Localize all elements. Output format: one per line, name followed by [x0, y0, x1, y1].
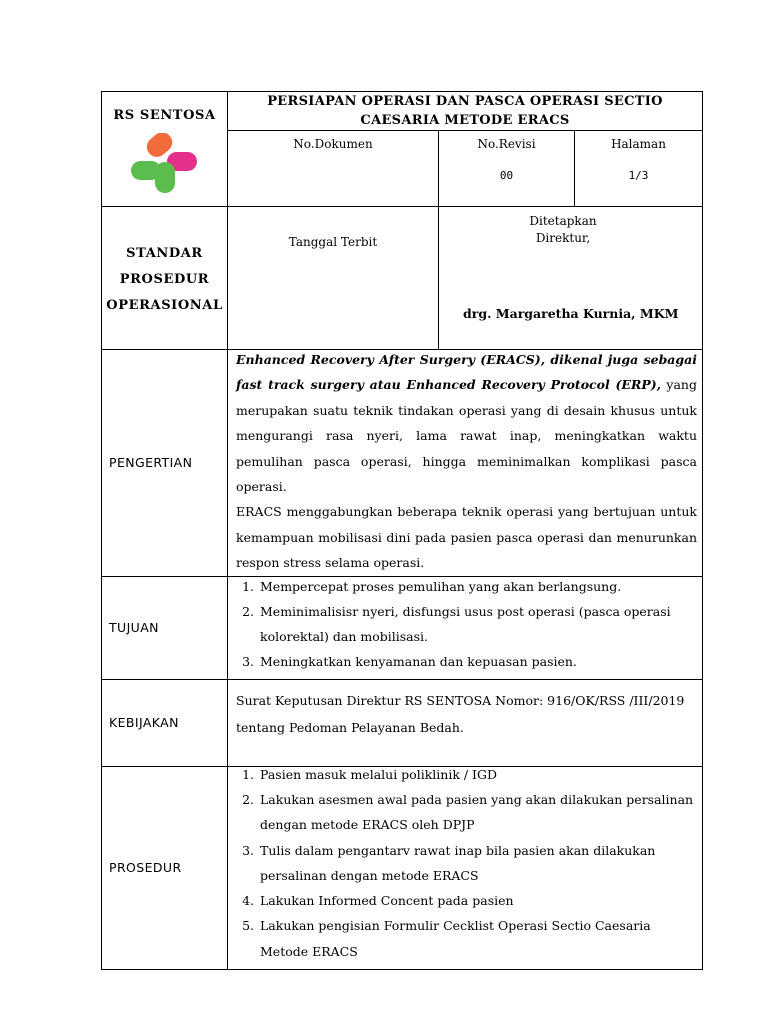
hospital-cell	[102, 92, 228, 207]
hospital-logo	[128, 133, 202, 195]
approval-cell	[439, 207, 703, 350]
list-item: 2. Meminimalisisr nyeri, disfungsi usus post operasi (pasca operasi kolorektal) dan mobilisasi.	[258, 599, 697, 649]
sop-label-line1: STANDAR	[126, 246, 203, 261]
ditetapkan-label: Ditetapkan	[529, 214, 597, 228]
tujuan-label: TUJUAN	[102, 576, 228, 679]
list-item: 5. Lakukan pengisian Formulir Cecklist Operasi Sectio Caesaria Metode ERACS	[258, 913, 697, 964]
pengertian-paragraph-1	[236, 347, 697, 499]
no-revisi-label: No.Revisi	[477, 137, 536, 151]
list-item: 4. Lakukan Informed Concent pada pasien	[258, 888, 697, 913]
no-revisi-cell	[439, 131, 575, 207]
prosedur-list	[236, 762, 697, 964]
tanggal-terbit-label: Tanggal Terbit	[288, 235, 378, 249]
no-dokumen-label: No.Dokumen	[293, 137, 373, 151]
pengertian-label: PENGERTIAN	[102, 350, 228, 577]
kebijakan-label: KEBIJAKAN	[102, 679, 228, 766]
list-item: 3. Tulis dalam pengantarv rawat inap bila pasien akan dilakukan persalinan dengan metode ERACS	[258, 838, 697, 889]
pengertian-paragraph-2: ERACS menggabungkan beberapa teknik operasi yang bertujuan untuk kemampuan mobilisasi dini pada pasien pasca operasi dan menurunkan respon stress selama operasi.	[236, 504, 697, 571]
no-dokumen-value	[228, 151, 438, 169]
sop-label-line2: PROSEDUR	[119, 272, 210, 287]
list-item: 3. Meningkatkan kenyamanan dan kepuasan pasien.	[258, 649, 697, 674]
sop-label-line3: OPERASIONAL	[106, 298, 223, 313]
tanggal-terbit-cell	[228, 207, 439, 350]
list-item: 2. Lakukan asesmen awal pada pasien yang akan dilakukan persalinan dengan metode ERACS oleh DPJP	[258, 787, 697, 838]
pengertian-text-1: yang merupakan suatu teknik tindakan operasi yang di desain khusus untuk mengurangi rasa nyeri, lama rawat inap, meningkatkan waktu pemulihan pasca operasi, hingga meminimalkan komplikasi pasca operasi.	[236, 377, 697, 495]
tujuan-list	[236, 574, 697, 674]
hospital-name: RS SENTOSA	[113, 108, 216, 123]
no-dokumen-cell	[228, 131, 439, 207]
prosedur-label: PROSEDUR	[102, 766, 228, 969]
halaman-value: 1/3	[628, 169, 649, 182]
prosedur-body	[228, 766, 703, 969]
list-item: 1. Mempercepat proses pemulihan yang akan berlangsung.	[258, 574, 697, 599]
document-title: PERSIAPAN OPERASI DAN PASCA OPERASI SECTIO CAESARIA METODE ERACS	[267, 94, 663, 128]
pengertian-intro: Enhanced Recovery After Surgery (ERACS), dikenal juga sebagai fast track surgery atau Enhanced Recovery Protocol (ERP),	[236, 352, 697, 393]
halaman-cell	[575, 131, 703, 207]
kebijakan-body: Surat Keputusan Direktur RS SENTOSA Nomor: 916/OK/RSS /III/2019 tentang Pedoman Pelayanan Bedah.	[228, 679, 703, 766]
logo-green-vertical	[155, 162, 175, 193]
halaman-label: Halaman	[611, 137, 666, 151]
tujuan-body	[228, 576, 703, 679]
sop-document	[101, 91, 703, 970]
signer-name: drg. Margaretha Kurnia, MKM	[463, 306, 679, 321]
pengertian-body	[228, 350, 703, 577]
sop-label-cell	[102, 207, 228, 350]
no-revisi-value: 00	[499, 169, 514, 182]
direktur-label: Direktur,	[535, 231, 591, 245]
list-item: 1. Pasien masuk melalui poliklinik / IGD	[258, 762, 697, 787]
document-title-cell	[228, 92, 703, 131]
